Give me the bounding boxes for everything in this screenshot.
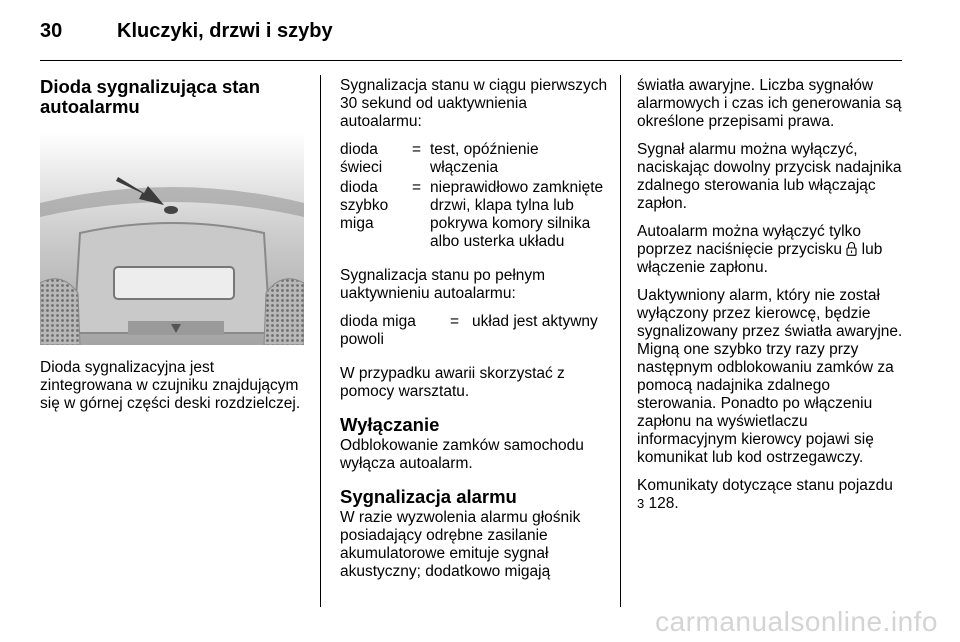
alarm-signal-text: W razie wyzwolenia alarmu głośnik posiadający odrębne zasilanie akumulatorowe emituje sygnał akustyczny; dodatkowo migają [340, 509, 581, 580]
alarm-disable-text [637, 223, 909, 277]
table-term: dioda miga powoli [340, 313, 416, 348]
table-description: test, opóźnienie włączenia [430, 141, 539, 176]
alarm-disable-text-end: lub włączenie zapłonu. [637, 241, 883, 276]
status-intro-full-activation: Sygnalizacja stanu po pełnym uaktywnieniu autoalarmu: [340, 267, 546, 302]
illustration-caption: Dioda sygnalizacyjna jest zintegrowana w czujniku znajdującym się w górnej części deski rozdzielczej. [40, 359, 301, 412]
table-term: dioda świeci [340, 141, 383, 176]
section-title-alarm-signal: Sygnalizacja alarmu [340, 486, 517, 507]
table-term: dioda szybko miga [340, 179, 389, 232]
vehicle-status-messages-text [637, 477, 909, 513]
column-3 [637, 77, 909, 523]
section-title-disarm: Wyłączanie [340, 414, 440, 435]
alarm-disable-text-start: Autoalarm można wyłączyć tylko poprzez naciśnięcie przycisku [637, 223, 861, 258]
vehicle-status-messages-label: Komunikaty dotyczące stanu pojazdu [637, 477, 893, 494]
status-table-first-30s [340, 141, 610, 253]
triggered-alarm-text: Uaktywniony alarm, który nie został wyłączony przez kierowcę, będzie sygnalizowany przez światła awaryjne. Migną one szybko trzy razy przy następnym odblokowaniu zamków za pomocą nadajnika zdalnego sterowania. Ponadto po włączeniu zapłonu na wyświetlaczu informacyjnym kierowcy pojawi się komunikat lub kod ostrzegawczy. [637, 287, 903, 466]
lock-icon [846, 241, 857, 256]
alarm-stop-text: Sygnał alarmu można wyłączyć, naciskając dowolny przycisk nadajnika zdalnego sterowania lub włączając zapłon. [637, 141, 902, 212]
table-equals: = [412, 141, 422, 158]
page-reference-link[interactable]: 128. [648, 495, 679, 512]
table-description: układ jest aktywny [472, 313, 598, 330]
page-reference-arrow: 3 [637, 496, 645, 511]
column-divider-left [320, 75, 321, 607]
column-2 [340, 77, 610, 591]
hazard-lights-text: światła awaryjne. Liczba sygnałów alarmowych i czas ich generowania są określone przepisami prawa. [637, 77, 902, 130]
page-number: 30 [40, 20, 63, 42]
status-table-full-activation [340, 313, 610, 351]
column-divider-right [620, 75, 621, 607]
column-1 [40, 77, 308, 423]
status-intro-first-30s: Sygnalizacja stanu w ciągu pierwszych 30 sekund od uaktywnienia autoalarmu: [340, 77, 608, 130]
table-equals: = [450, 313, 460, 330]
header-rule [40, 60, 902, 61]
section-title-alarm-led: Dioda sygnalizująca stan autoalarmu [40, 76, 261, 117]
page-header-title: Kluczyki, drzwi i szyby [117, 20, 333, 42]
table-equals: = [412, 179, 422, 196]
dashboard-alarm-led-illustration [40, 133, 304, 345]
failure-note: W przypadku awarii skorzystać z pomocy warsztatu. [340, 365, 565, 400]
watermark: carmanualsonline.info [655, 606, 938, 637]
disarm-text: Odblokowanie zamków samochodu wyłącza autoalarm. [340, 437, 584, 472]
table-description: nieprawidłowo zamknięte drzwi, klapa tylna lub pokrywa komory silnika albo usterka układu [430, 179, 604, 250]
